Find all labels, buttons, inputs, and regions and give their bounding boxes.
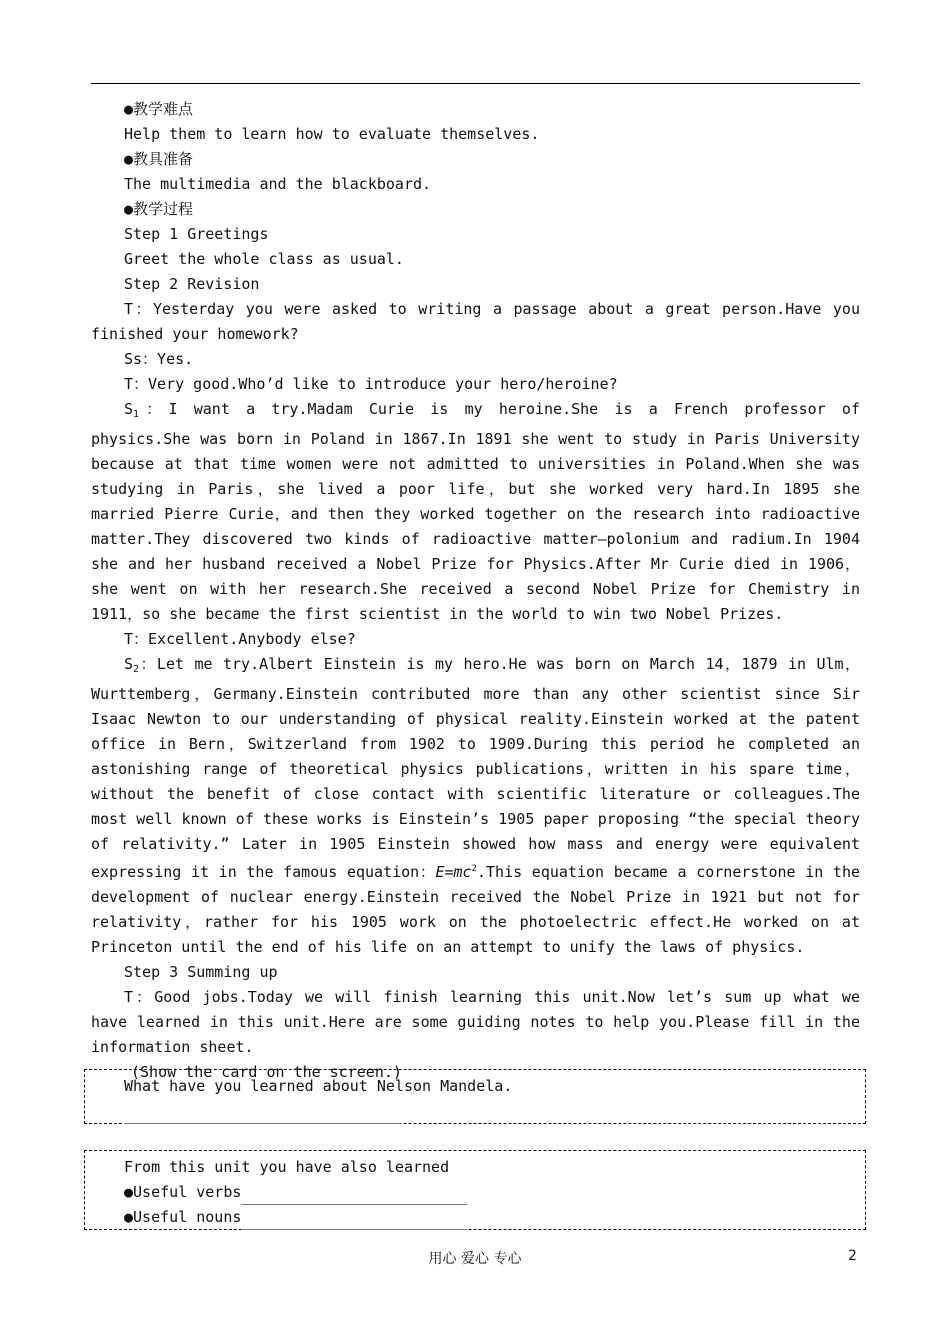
step2-teacher-prompt: T：Very good.Who’d like to introduce your hero/heroine? bbox=[124, 375, 618, 393]
mandela-question-box bbox=[84, 1069, 866, 1124]
student1-label: S bbox=[124, 400, 134, 418]
equation: E=mc bbox=[435, 863, 472, 881]
step1-text: Greet the whole class as usual. bbox=[124, 250, 404, 268]
difficulty-text: Help them to learn how to evaluate themselves. bbox=[124, 125, 540, 143]
useful-verbs-blank[interactable] bbox=[241, 1187, 467, 1205]
student1-paragraph bbox=[91, 397, 860, 627]
student2-subscript: 2 bbox=[133, 664, 140, 675]
tools-heading: ●教具准备 bbox=[124, 150, 194, 168]
show-card-note: (Show the card on the screen.) bbox=[131, 1063, 402, 1081]
step2-teacher-response: T：Excellent.Anybody else? bbox=[124, 630, 356, 648]
step2-teacher-question: T：Yesterday you were asked to writing a passage about a great person.Have you finished your homework? bbox=[91, 300, 860, 343]
step3-teacher-text: T：Good jobs.Today we will finish learning this unit.Now let’s sum up what we have learned in this unit.Here are some guiding notes to help you.Please fill in the information sheet. bbox=[91, 988, 860, 1056]
difficulty-heading: ●教学难点 bbox=[124, 100, 194, 118]
useful-nouns-blank[interactable] bbox=[241, 1212, 467, 1230]
useful-verbs-row bbox=[124, 1180, 865, 1205]
mandela-answer-blank[interactable] bbox=[124, 1106, 401, 1124]
step1-title: Step 1 Greetings bbox=[124, 225, 269, 243]
equation-exponent: 2 bbox=[471, 864, 477, 874]
tools-text: The multimedia and the blackboard. bbox=[124, 175, 432, 193]
mandela-question: What have you learned about Nelson Mandela. bbox=[124, 1077, 513, 1095]
header-rule bbox=[91, 83, 860, 84]
page-number: 2 bbox=[848, 1248, 857, 1264]
useful-verbs-label: ●Useful verbs bbox=[124, 1183, 242, 1201]
process-heading: ●教学过程 bbox=[124, 200, 194, 218]
useful-nouns-label: ●Useful nouns bbox=[124, 1208, 242, 1226]
step3-title: Step 3 Summing up bbox=[124, 963, 278, 981]
student2-text-after: .This equation became a cornerstone in the development of nuclear energy.Einstein received the Nobel Prize in 1921 but not for relativity，rather for his 1905 work on the photoelectric effect.He worked on at Princeton until the end of his life on an attempt to unify the laws of physics. bbox=[91, 863, 861, 956]
step2-students-reply: Ss：Yes. bbox=[124, 350, 194, 368]
footer-motto: 用心 爱心 专心 bbox=[428, 1251, 522, 1267]
student1-text: ：I want a try.Madam Curie is my heroine.She is a French professor of physics.She was born in Poland in 1867.In 1891 she went to study in Paris University because at that time women were not admitted to universities in Poland.When she was studying in Paris，she lived a poor life，but she worked very hard.In 1895 she married Pierre Curie，and then they worked together on the research into radioactive matter.They discovered two kinds of radioactive matter—polonium and radium.In 1904 she and her husband received a Nobel Prize for Physics.After Mr Curie died in 1906，she went on with her research.She received a second Nobel Prize for Chemistry in 1911，so she became the first scientist in the world to win two Nobel Prizes. bbox=[91, 400, 860, 623]
learned-intro: From this unit you have also learned bbox=[124, 1158, 450, 1176]
learned-summary-box bbox=[84, 1150, 866, 1230]
step2-title: Step 2 Revision bbox=[124, 275, 260, 293]
useful-nouns-row bbox=[124, 1205, 865, 1230]
student2-label: S bbox=[124, 655, 134, 673]
student2-paragraph bbox=[91, 652, 860, 960]
student1-subscript: 1 bbox=[133, 409, 140, 420]
student2-text: ：Let me try.Albert Einstein is my hero.He was born on March 14，1879 in Ulm，Wurttemberg，Germany.Einstein contributed more than any other scientist since Sir Isaac Newton to our understanding of physical reality.Einstein worked at the patent office in Bern，Switzerland from 1902 to 1909.During this period he completed an astonishing range of theoretical physics publications，written in his spare time，without the benefit of close contact with scientific literature or colleagues.The most well known of these works is Einstein’s 1905 paper proposing “the special theory of relativity.” Later in 1905 Einstein showed how mass and energy were equivalent expressing it in the famous equation： bbox=[91, 655, 860, 881]
document-body bbox=[91, 97, 860, 1085]
